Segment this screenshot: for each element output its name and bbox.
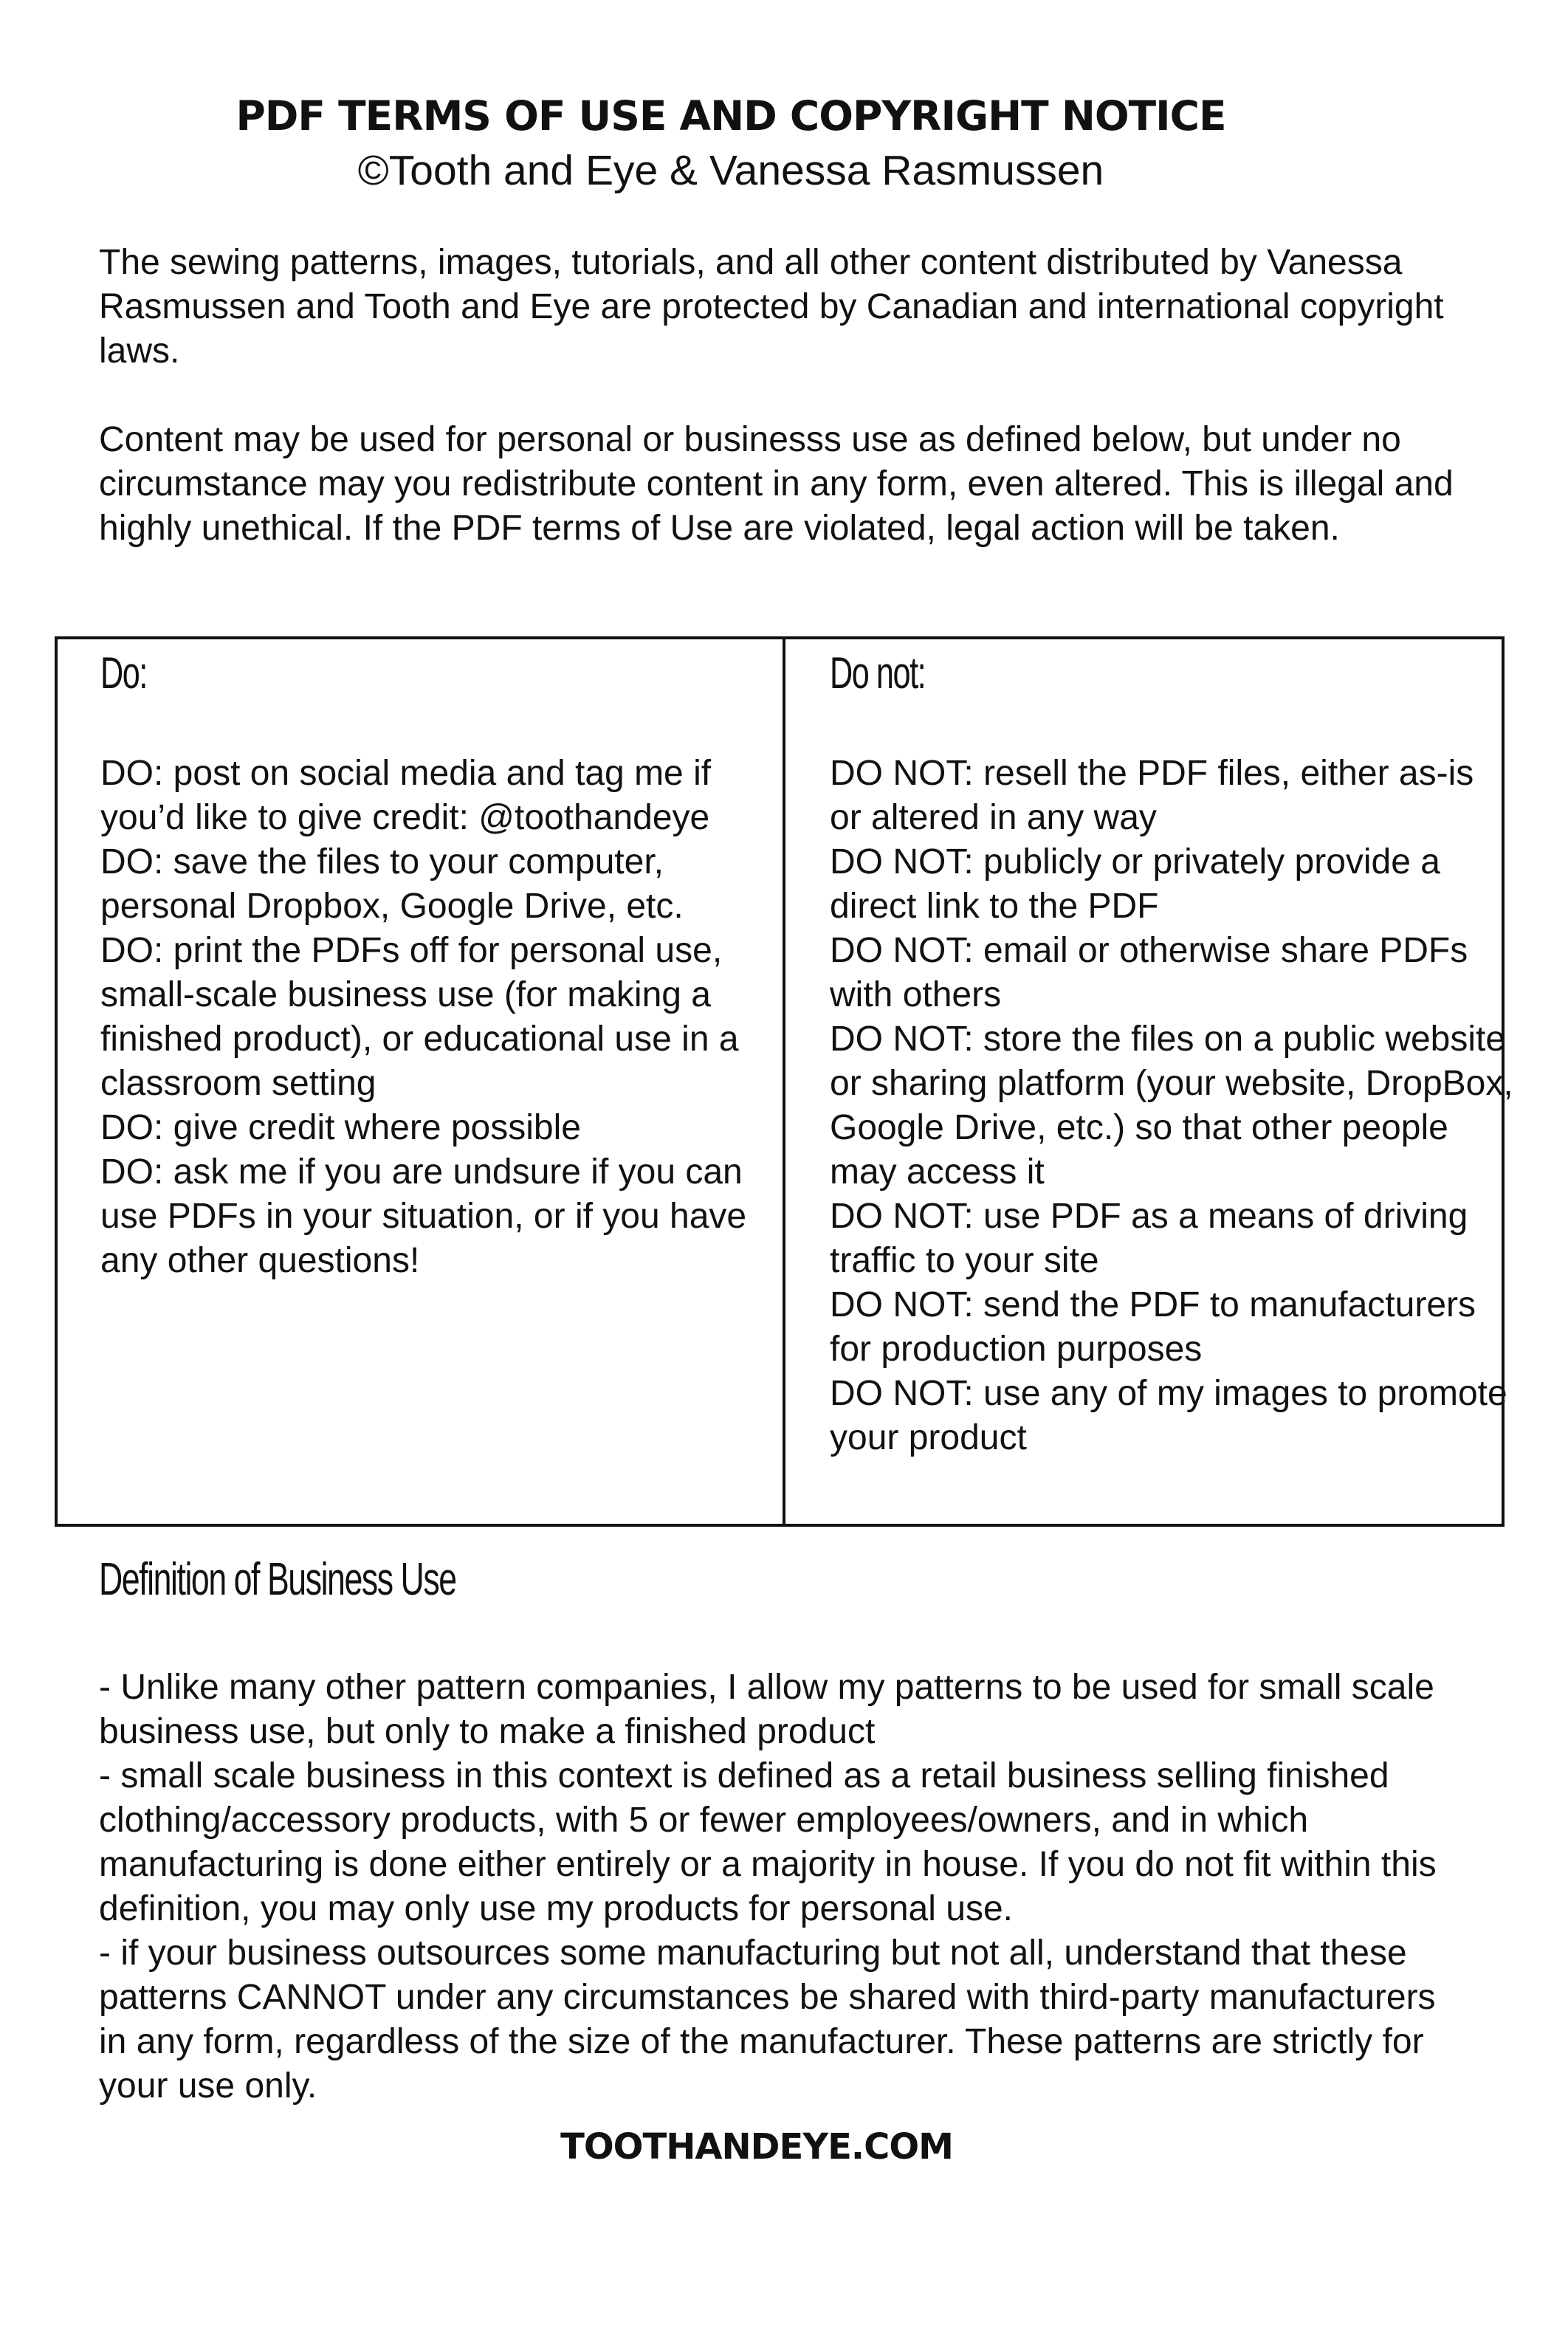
business-use-list <box>99 1666 1457 2108</box>
do-not-item: DO NOT: publicly or privately provide a direct link to the PDF <box>830 842 1440 926</box>
do-item: DO: post on social media and tag me if you’d like to give credit: @toothandeye <box>100 754 712 837</box>
column-divider <box>783 639 785 1524</box>
do-not-item: DO NOT: email or otherwise share PDFs with others <box>830 931 1468 1014</box>
business-use-item: - if your business outsources some manufacturing but not all, understand that these patterns CANNOT under any circumstances be shared with third-party manufacturers in any form, regardless of the size of the manufacturer. These patterns are strictly for your use only. <box>99 1934 1436 2106</box>
do-list <box>100 752 780 1283</box>
do-not-item: DO NOT: resell the PDF files, either as-is or altered in any way <box>830 754 1474 837</box>
do-not-item: DO NOT: store the files on a public website or sharing platform (your website, DropBox, Google Drive, etc.) so that other people may access it <box>830 1020 1513 1192</box>
footer-website: TOOTHANDEYE.COM <box>560 2126 953 2168</box>
do-not-column-heading: Do not: <box>830 648 926 698</box>
copyright-subtitle: ©Tooth and Eye & Vanessa Rasmussen <box>357 147 1104 194</box>
do-not-list <box>830 752 1513 1460</box>
do-item: DO: save the files to your computer, personal Dropbox, Google Drive, etc. <box>100 842 684 926</box>
business-use-heading: Definition of Business Use <box>99 1554 456 1605</box>
do-dont-table <box>55 636 1513 1527</box>
do-not-item: DO NOT: send the PDF to manufacturers for production purposes <box>830 1285 1476 1369</box>
do-item: DO: print the PDFs off for personal use, small-scale business use (for making a finished product), or educational use in a classroom setting <box>100 931 739 1103</box>
document-title: PDF TERMS OF USE AND COPYRIGHT NOTICE <box>235 92 1226 140</box>
intro-paragraph-usage: Content may be used for personal or businesss use as defined below, but under no circumstance may you redistribute content in any form, even altered. This is illegal and highly unethical. If the PDF terms of Use are violated, legal action will be taken. <box>99 420 1454 548</box>
business-use-item: - Unlike many other pattern companies, I allow my patterns to be used for small scale business use, but only to make a finished product <box>99 1668 1434 1751</box>
do-item: DO: ask me if you are undsure if you can use PDFs in your situation, or if you have any other questions! <box>100 1152 747 1280</box>
intro-paragraph-copyright: The sewing patterns, images, tutorials, and all other content distributed by Vanessa Rasmussen and Tooth and Eye are protected by Canadian and international copyright laws. <box>99 243 1444 371</box>
do-item: DO: give credit where possible <box>100 1108 581 1147</box>
do-not-item: DO NOT: use PDF as a means of driving traffic to your site <box>830 1197 1468 1280</box>
business-use-item: - small scale business in this context is defined as a retail business selling finished clothing/accessory products, with 5 or fewer employees/owners, and in which manufacturing is done either entirely or a majority in house. If you do not fit within this definition, you may only use my products for personal use. <box>99 1756 1437 1928</box>
do-column-heading: Do: <box>100 648 147 698</box>
do-not-item: DO NOT: use any of my images to promote your product <box>830 1374 1507 1457</box>
